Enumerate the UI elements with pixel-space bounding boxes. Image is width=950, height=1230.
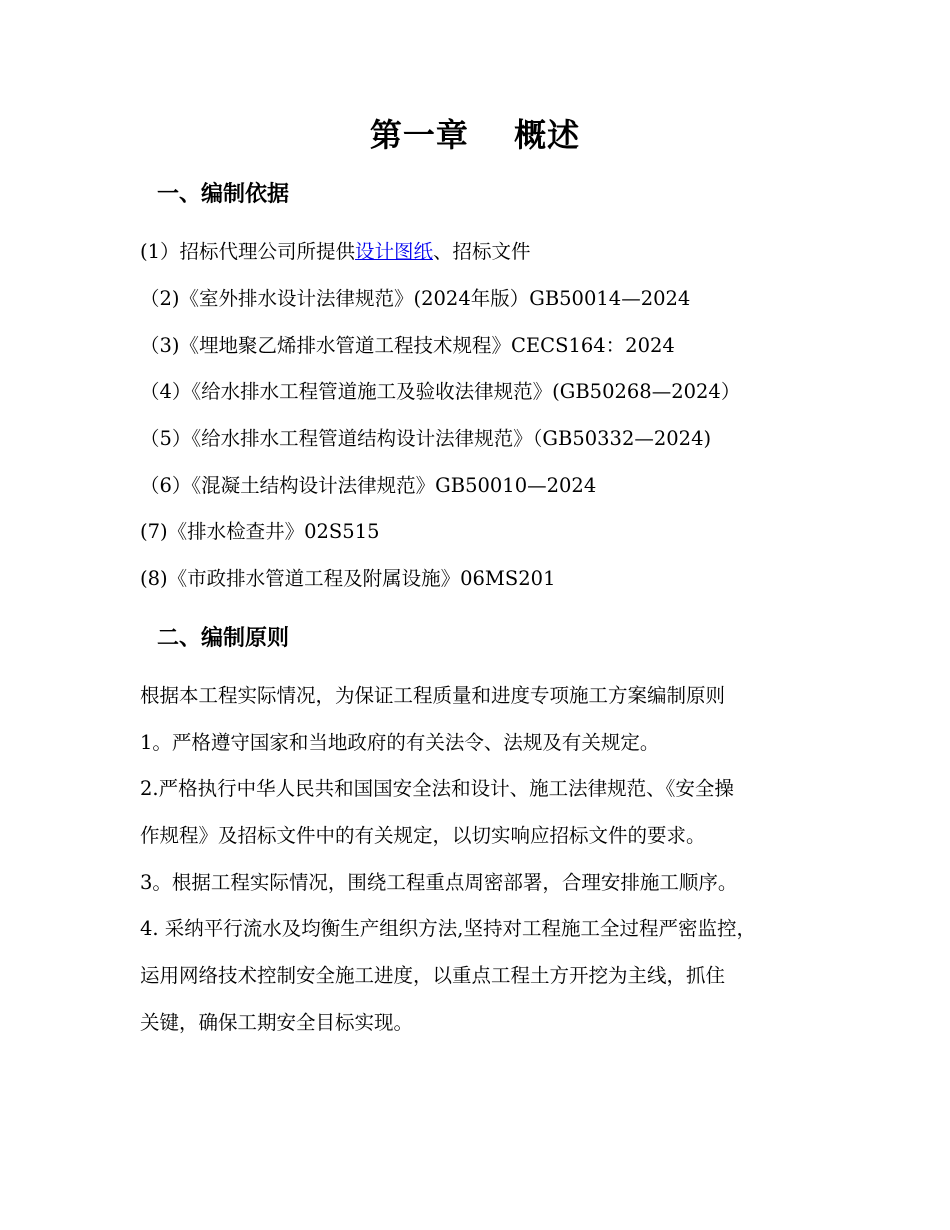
principles-line-7: 运用网络技术控制安全施工进度，以重点工程土方开挖为主线，抓住 <box>140 964 726 987</box>
principles-line-8: 关键，确保工期安全目标实现。 <box>140 1011 414 1034</box>
basis-item-3: （3)《埋地聚乙烯排水管道工程技术规程》CECS164：2024 <box>140 334 675 357</box>
principles-line-3: 2.严格执行中华人民共和国国安全法和设计、施工法律规范、《安全操 <box>140 777 734 800</box>
basis-item-1 <box>140 242 531 262</box>
basis-item-5: （5）《给水排水工程管道结构设计法律规范》（GB50332—2024) <box>140 427 712 450</box>
basis-item-1-prefix: (1）招标代理公司所提供 <box>140 240 356 263</box>
principles-line-1: 根据本工程实际情况，为保证工程质量和进度专项施工方案编制原则 <box>140 684 726 707</box>
basis-item-6: （6）《混凝土结构设计法律规范》GB50010—2024 <box>140 474 597 497</box>
chapter-title: 第一章 概述 <box>369 116 581 154</box>
principles-line-4: 作规程》及招标文件中的有关规定，以切实响应招标文件的要求。 <box>140 824 706 847</box>
section-heading-principles: 二、编制原则 <box>157 626 290 651</box>
basis-item-7: (7)《排水检查井》02S515 <box>140 520 380 543</box>
basis-item-8: (8)《市政排水管道工程及附属设施》06MS201 <box>140 567 556 590</box>
design-drawings-link[interactable]: 设计图纸 <box>355 240 434 263</box>
principles-line-2: 1。严格遵守国家和当地政府的有关法令、法规及有关规定。 <box>140 731 660 754</box>
basis-item-1-suffix: 、招标文件 <box>433 240 531 263</box>
section-heading-basis: 一、编制依据 <box>157 182 290 207</box>
principles-line-5: 3。根据工程实际情况，围绕工程重点周密部署，合理安排施工顺序。 <box>140 871 738 894</box>
basis-item-4: （4）《给水排水工程管道施工及验收法律规范》(GB50268—2024） <box>140 380 741 403</box>
basis-item-2: （2)《室外排水设计法律规范》(2024年版）GB50014—2024 <box>140 287 691 310</box>
principles-line-6: 4. 采纳平行流水及均衡生产组织方法,坚持对工程施工全过程严密监控， <box>140 917 757 940</box>
